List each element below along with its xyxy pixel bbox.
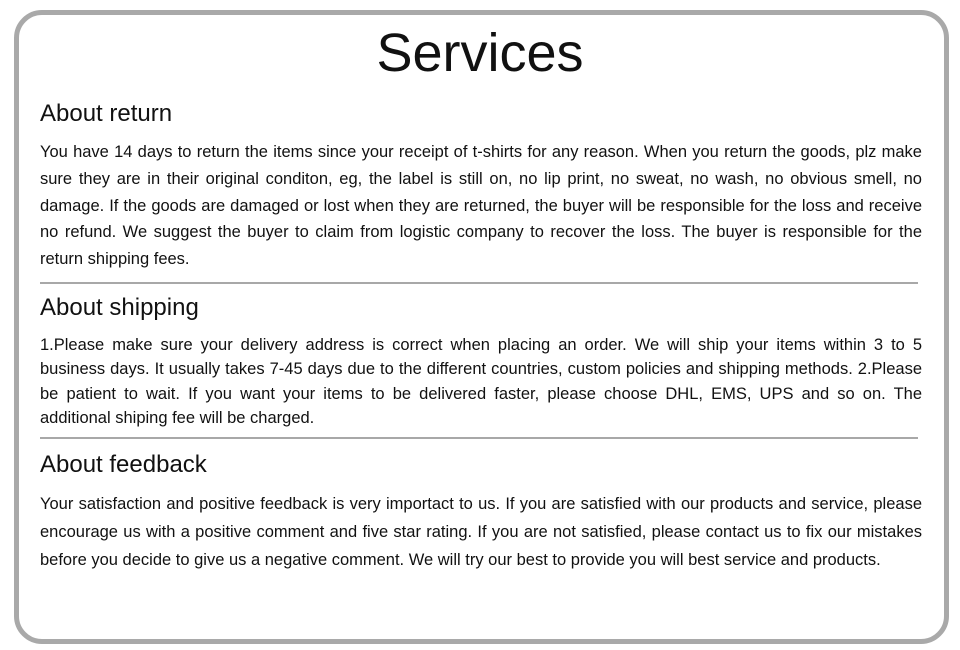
section-about-feedback — [40, 451, 922, 574]
page-title: Services — [376, 23, 584, 83]
section-divider — [40, 282, 918, 284]
section-divider — [40, 437, 918, 439]
section-heading-shipping: About shipping — [40, 294, 199, 321]
section-body-return: You have 14 days to return the items since your receipt of t-shirts for any reason. When you return the goods, plz make sure they are in their original conditon, eg, the label is still on, no lip print, no sweat, no wash, no obvious smell, no damage. If the goods are damaged or lost when they are returned, the buyer will be responsible for the loss and receive no refund. We suggest the buyer to claim from logistic company to recover the loss. The buyer is responsible for the return shipping fees. — [40, 143, 922, 269]
section-body-shipping: 1.Please make sure your delivery address is correct when placing an order. We will ship your items within 3 to 5 business days. It usually takes 7-45 days due to the different countries, custom policies and shipping methods. 2.Please be patient to wait. If you want your items to be delivered faster, please choose DHL, EMS, UPS and so on. The additional shiping fee will be charged. — [40, 336, 922, 427]
section-heading-feedback: About feedback — [40, 451, 207, 478]
section-heading-return: About return — [40, 100, 173, 127]
section-about-return — [40, 100, 922, 273]
section-body-feedback: Your satisfaction and positive feedback is very importact to us. If you are satisfied with our products and service, please encourage us with a positive comment and five star rating. If you are not satisfied, please contact us to fix our mistakes before you decide to give us a negative comment. We will try our best to provide you will best service and products. — [40, 495, 922, 569]
section-about-shipping — [40, 294, 922, 430]
